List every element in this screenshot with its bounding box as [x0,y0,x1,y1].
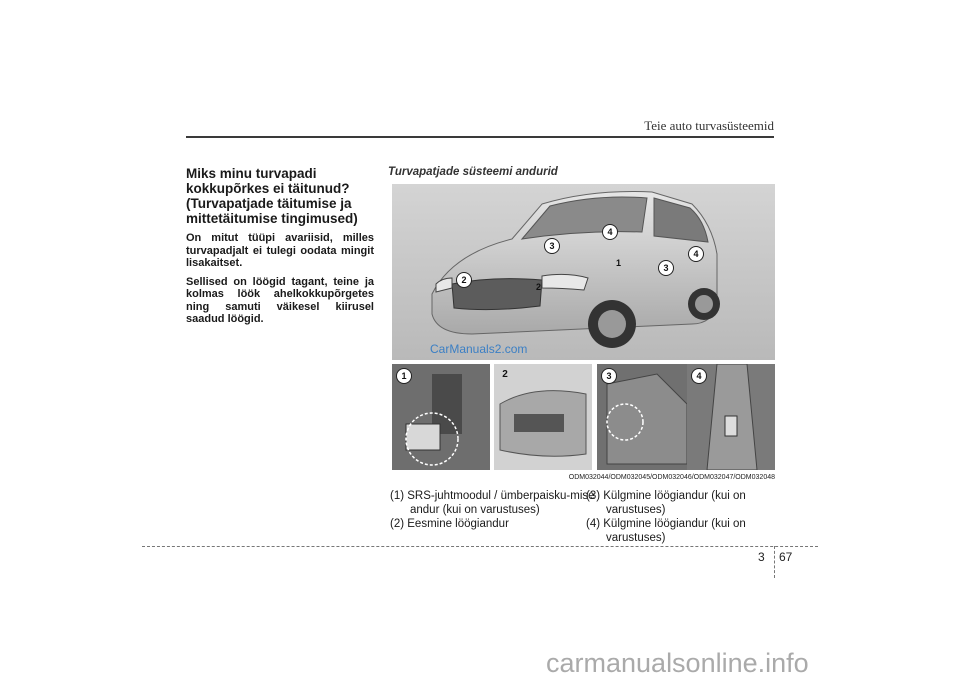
header-rule [186,136,774,138]
callout-1: 1 [616,258,622,268]
callout-2-right: 2 [536,282,542,292]
paragraph-2: Sellised on löögid tagant, teine ja kolmas löök ahelkokkupõrgetes ning samuti väikesel kiirusel saadud löögid. [186,275,374,325]
page-section: 3 [758,550,765,564]
figure-title: Turvapatjade süsteemi andurid [388,166,558,178]
detail-label-3: 3 [601,368,617,384]
main-car-illustration [392,184,775,360]
paragraph-1: On mitut tüüpi avariisid, milles turvapadjalt ei tulegi oodata mingit lisakaitset. [186,232,374,269]
figure-code: ODM032044/ODM032045/ODM032046/ODM032047/ODM032048 [568,474,775,481]
caption-1: (1) SRS-juhtmoodul / ümberpaisku-mise andur (kui on varustuses) [390,490,595,516]
section-heading: Miks minu turvapadi kokkupõrkes ei täitunud? (Turvapatjade täitumise ja mittetäitumise tingimused) [186,166,358,226]
detail-label-1: 1 [396,368,412,384]
detail-image-2 [494,364,592,470]
caption-3: (3) Külgmine löögiandur (kui on varustuses) [586,490,746,516]
detail-label-4: 4 [691,368,707,384]
page-separator [774,546,775,578]
detail-label-2: 2 [502,369,508,380]
callout-4-side: 4 [688,246,704,262]
car-drawing [392,184,775,360]
callout-3-front: 3 [544,238,560,254]
caption-4: (4) Külgmine löögiandur (kui on varustuses) [586,518,746,544]
caption-2: (2) Eesmine löögiandur [390,518,509,530]
header-title: Teie auto turvasüsteemid [644,118,774,133]
figure-watermark: CarManuals2.com [430,342,528,356]
detail-image-4 [687,364,775,470]
footer-rule [142,546,818,547]
site-watermark: carmanualsonline.info [546,648,809,678]
callout-2-left: 2 [456,272,472,288]
page-number: 67 [779,550,793,564]
callout-4-roof: 4 [602,224,618,240]
left-column [186,166,374,332]
detail-image-3 [597,364,695,470]
callout-3-side: 3 [658,260,674,276]
detail-image-1 [392,364,490,470]
